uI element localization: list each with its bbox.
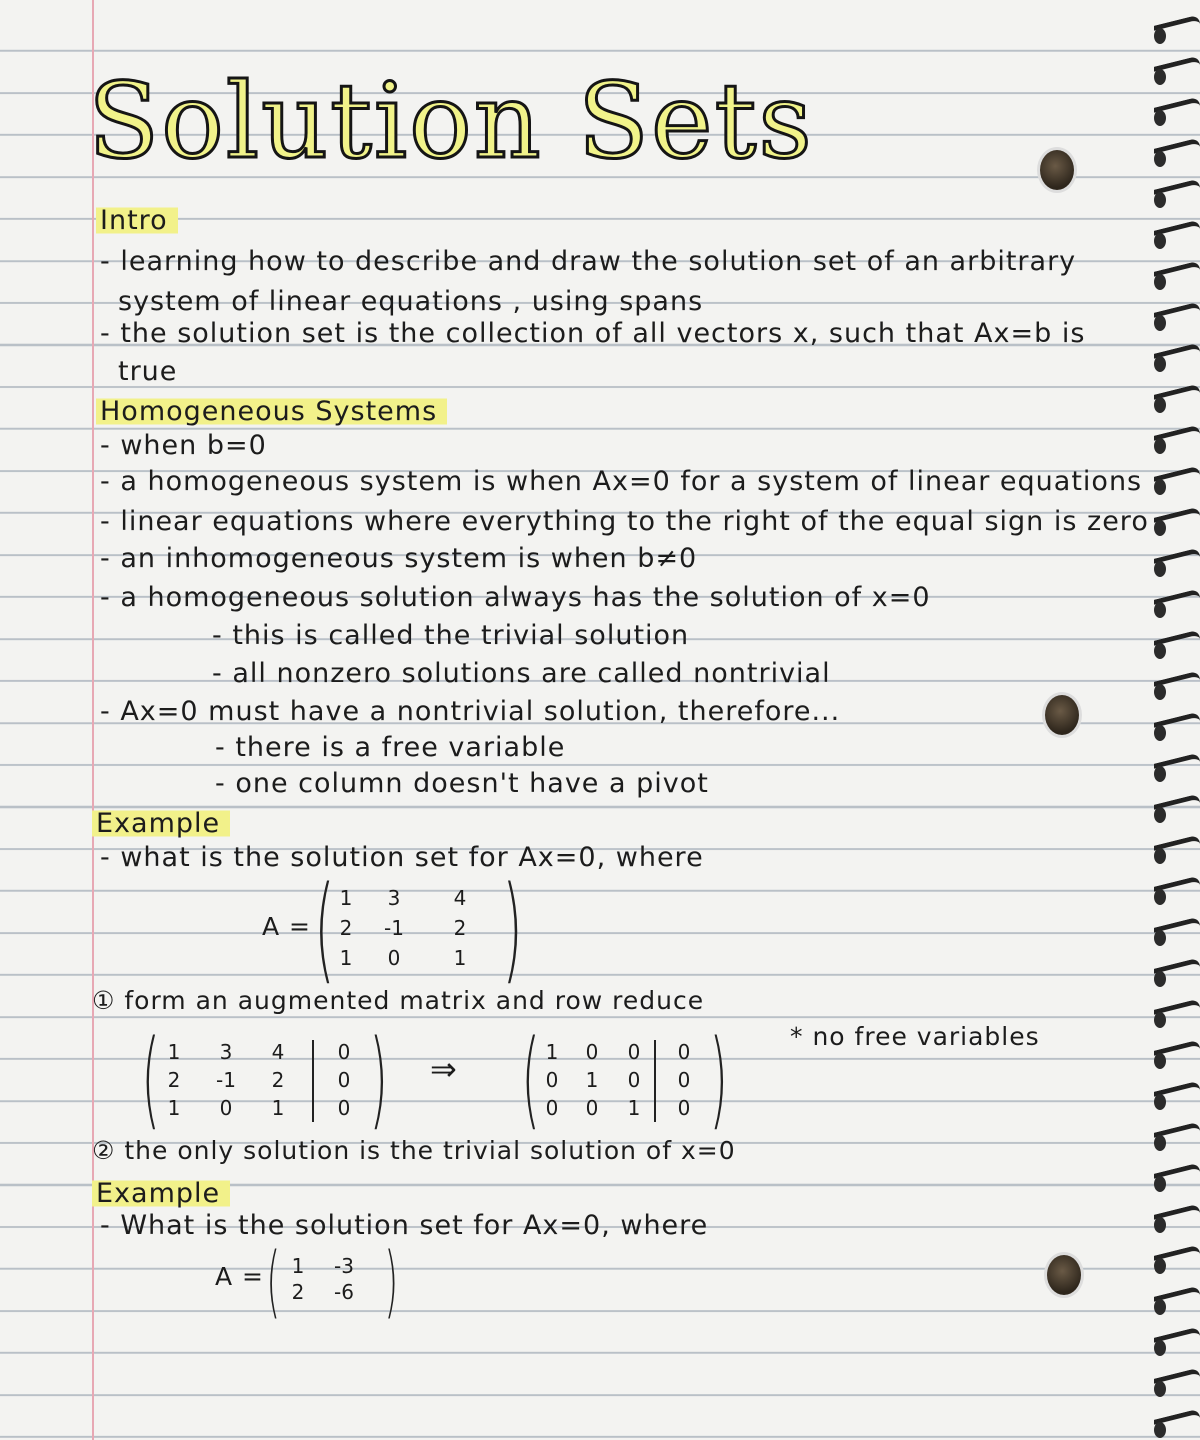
matrix-cell: 1 [627,1096,641,1120]
punch-hole [1040,150,1074,190]
example-question: - what is the solution set for Ax=0, where [100,842,704,873]
matrix-cell: 2 [339,916,353,940]
matrix-cell: 0 [627,1040,641,1064]
intro-line: - the solution set is the collection of all vectors x, such that Ax=b is [100,318,1086,349]
matrix-cell: 4 [271,1040,285,1064]
homogeneous-line: - this is called the trivial solution [212,620,690,651]
ring-hole [1154,561,1166,577]
matrix-cell: 2 [167,1068,181,1092]
ring-hole [1154,1258,1166,1274]
ring-hole [1154,438,1166,454]
intro-line: - learning how to describe and draw the solution set of an arbitrary [100,246,1077,277]
right-paren: ) [502,862,523,996]
matrix-cell: -1 [216,1068,236,1092]
matrix-cell: 1 [339,946,353,970]
ring-hole [1154,971,1166,987]
augment-bar [654,1040,656,1122]
example-heading: Example [92,808,230,839]
matrix-cell: 1 [545,1040,559,1064]
homogeneous-line: - linear equations where everything to the right of the equal sign is zero [100,506,1149,537]
augment-bar [312,1040,314,1122]
matrix-cell: 1 [271,1096,285,1120]
punch-hole [1045,695,1079,735]
matrix-cell: 1 [585,1068,599,1092]
matrix-cell: 0 [627,1068,641,1092]
matrix-cell: 0 [677,1068,691,1092]
ring-hole [1154,69,1166,85]
ring-hole [1154,807,1166,823]
ring-hole [1154,602,1166,618]
ring-hole [1154,520,1166,536]
ring-hole [1154,274,1166,290]
ring-hole [1154,889,1166,905]
ring-hole [1154,110,1166,126]
example-question: - What is the solution set for Ax=0, where [100,1210,709,1241]
matrix-label: A = [262,912,311,941]
ring-hole [1154,1340,1166,1356]
left-paren: ( [266,1235,281,1327]
intro-heading: Intro [96,205,178,236]
right-paren: ) [384,1235,399,1327]
matrix-cell: 0 [545,1068,559,1092]
matrix-cell: 3 [219,1040,233,1064]
left-paren: ( [141,1017,160,1141]
left-paren: ( [521,1017,540,1141]
matrix-cell: 0 [337,1068,351,1092]
ring-hole [1154,151,1166,167]
matrix-cell: 4 [453,886,467,910]
homogeneous-line: - there is a free variable [215,732,566,763]
ring-hole [1154,479,1166,495]
punch-hole [1047,1255,1081,1295]
right-paren: ) [369,1017,388,1141]
left-paren: ( [314,862,335,996]
ring-hole [1154,1299,1166,1315]
homogeneous-line: - a homogeneous system is when Ax=0 for a system of linear equations [100,466,1143,497]
ring-hole [1154,1176,1166,1192]
matrix-cell: -6 [334,1280,354,1304]
matrix-a-2 [266,1235,399,1327]
ring-hole [1154,725,1166,741]
ring-hole [1154,233,1166,249]
arrow-icon: ⇒ [430,1050,458,1088]
homogeneous-heading: Homogeneous Systems [96,396,447,427]
ring-hole [1154,192,1166,208]
matrix-cell: 1 [339,886,353,910]
matrix-label: A = [215,1262,264,1291]
matrix-cell: 0 [585,1040,599,1064]
matrix-cell: 1 [167,1096,181,1120]
ring-hole [1154,1381,1166,1397]
margin-line [92,0,94,1440]
ring-hole [1154,930,1166,946]
ring-hole [1154,848,1166,864]
note-no-free-variables: * no free variables [790,1022,1040,1051]
homogeneous-line: - when b=0 [100,430,267,461]
matrix-cell: 2 [453,916,467,940]
ring-hole [1154,1217,1166,1233]
matrix-cell: 0 [677,1096,691,1120]
matrix-cell: 0 [585,1096,599,1120]
step-2: ② the only solution is the trivial solution of x=0 [92,1136,736,1165]
matrix-cell: 1 [167,1040,181,1064]
matrix-cell: 0 [337,1096,351,1120]
ring-hole [1154,1135,1166,1151]
example-heading: Example [92,1178,230,1209]
ring-hole [1154,356,1166,372]
matrix-cell: -1 [384,916,404,940]
homogeneous-line: - all nonzero solutions are called nontrivial [212,658,831,689]
ring-hole [1154,766,1166,782]
matrix-cell: 3 [387,886,401,910]
matrix-cell: 0 [219,1096,233,1120]
ring-hole [1154,684,1166,700]
step-1: ① form an augmented matrix and row reduce [92,986,705,1015]
homogeneous-line: - one column doesn't have a pivot [215,768,709,799]
matrix-a [312,862,523,996]
matrix-cell: 0 [545,1096,559,1120]
ring-hole [1154,1012,1166,1028]
homogeneous-line: - an inhomogeneous system is when b≠0 [100,543,698,574]
matrix-cell: 0 [337,1040,351,1064]
ring-hole [1154,315,1166,331]
matrix-cell: 0 [387,946,401,970]
intro-line: true [118,356,178,387]
matrix-cell: -3 [334,1254,354,1278]
matrix-cell: 0 [677,1040,691,1064]
matrix-cell: 1 [291,1254,305,1278]
ring-hole [1154,28,1166,44]
matrix-cell: 2 [271,1068,285,1092]
ring-hole [1154,397,1166,413]
reduced-matrix [520,1017,728,1141]
ring-hole [1154,1094,1166,1110]
intro-line: system of linear equations , using spans [118,286,704,317]
matrix-cell: 1 [453,946,467,970]
page-title: Solution Sets [88,60,814,182]
matrix-cell: 2 [291,1280,305,1304]
ring-hole [1154,1422,1166,1438]
homogeneous-line: - a homogeneous solution always has the solution of x=0 [100,582,931,613]
ring-hole [1154,643,1166,659]
homogeneous-line: - Ax=0 must have a nontrivial solution, therefore... [100,696,841,727]
ring-hole [1154,1053,1166,1069]
right-paren: ) [709,1017,728,1141]
augmented-matrix [140,1017,388,1141]
